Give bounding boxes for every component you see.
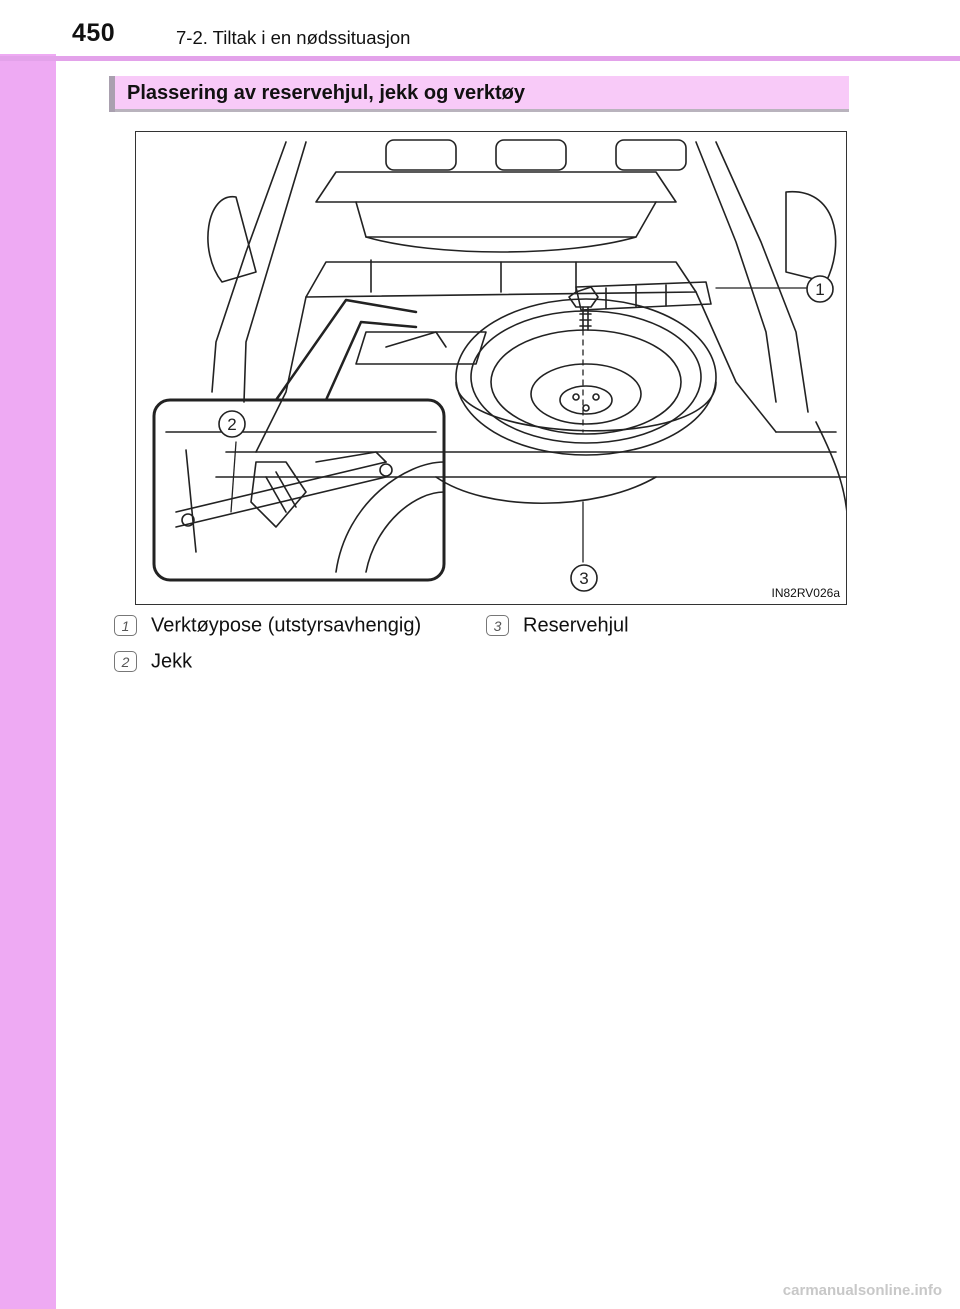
- chapter-title: 7-2. Tiltak i en nødssituasjon: [176, 27, 411, 48]
- legend-item-jack: [114, 648, 192, 674]
- side-color-band: [0, 0, 56, 1309]
- figure-code: IN82RV026a: [771, 586, 840, 600]
- legend-number: 2: [114, 651, 137, 672]
- section-header-accent: [109, 76, 115, 112]
- legend-label: Reservehjul: [523, 614, 629, 637]
- section-header: [109, 76, 849, 112]
- header-corner: [0, 0, 56, 54]
- spare-wheel-illustration: [135, 131, 847, 605]
- callout-3-label: 3: [579, 569, 589, 588]
- callout-2-label: 2: [227, 415, 237, 434]
- footer-watermark: carmanualsonline.info: [782, 1282, 942, 1299]
- legend-item-tool-bag: [114, 612, 421, 638]
- legend-item-spare-wheel: [486, 612, 629, 638]
- header-rule: [0, 56, 960, 61]
- callout-1-label: 1: [815, 280, 825, 299]
- page-number: 450: [72, 19, 116, 47]
- legend-label: Jekk: [151, 650, 193, 673]
- legend-number: 1: [114, 615, 137, 636]
- legend-number: 3: [486, 615, 509, 636]
- section-title: Plassering av reservehjul, jekk og verktøy: [127, 82, 525, 104]
- trunk-line-drawing: [136, 132, 847, 605]
- legend-label: Verktøypose (utstyrsavhengig): [151, 614, 422, 637]
